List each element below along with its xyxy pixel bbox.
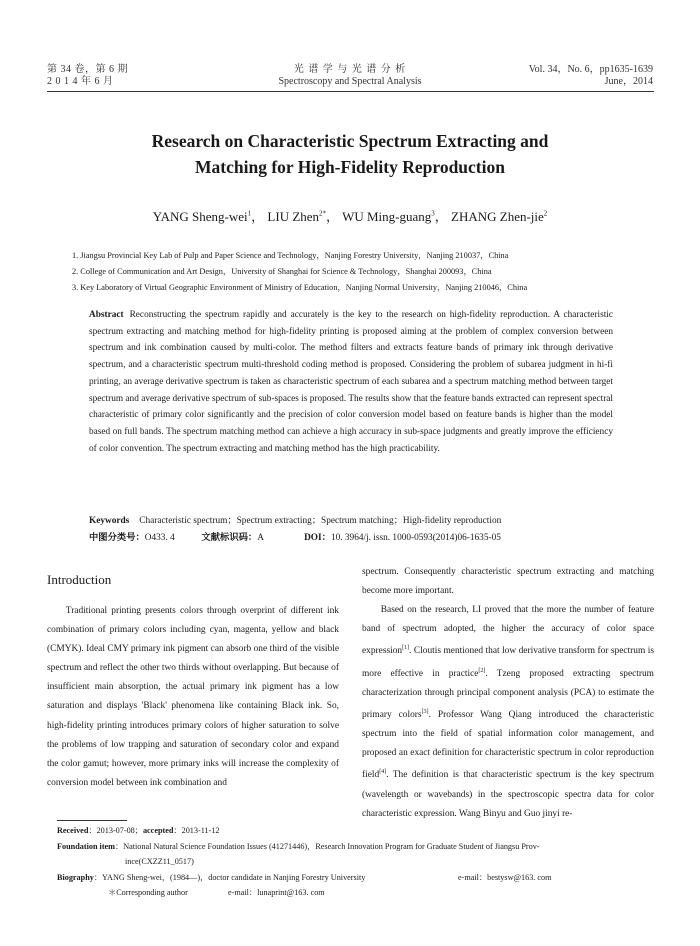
document-code-label: 文献标识码： (201, 533, 258, 543)
author-affiliation-mark: 3 (431, 209, 435, 218)
received-label: Received (57, 826, 89, 835)
issue-line: 第 34 卷，第 6 期 (47, 64, 128, 75)
title-line-1: Research on Characteristic Spectrum Extracting and (151, 131, 549, 151)
paragraph (362, 601, 654, 824)
author-affiliation-mark: 2 (543, 209, 548, 218)
title-line-2: Matching for High-Fidelity Reproduction (195, 157, 505, 177)
foundation-label: Foundation item (57, 842, 116, 851)
corresponding-author: ＊Corresponding author (108, 888, 188, 897)
author-name: ZHANG Zhen-jie (451, 209, 544, 224)
citation-link[interactable]: [1] (402, 645, 410, 652)
received-value: ：2013-07-08； (88, 826, 143, 835)
citation-link[interactable]: [4] (379, 769, 387, 776)
paragraph-text: . Tzeng proposed extracting spectrum characterization through principal component analysis (PCA) to estimate the primary colors (362, 668, 654, 721)
biography-label: Biography (57, 873, 94, 882)
paragraph-text: . Professor Wang Qiang introduced the characteristic spectrum into the field of spatial information color management, and proposed an exact definition for characteristic spectrum in color reproduction field (362, 710, 655, 781)
right-column (362, 563, 654, 824)
paragraph: Traditional printing presents colors through overprint of different ink combination of primary colors including cyan, magenta, yellow and black (CMYK). Ideal CMY primary ink pigment can absorb one third of the visible spectrum and reflect the other two thirds without overlapping. But because of insufficient main absorption, the actual primary ink pigment has a low saturation and displays 'Black' phenomena like containing Black ink. So, high-fidelity printing introduces primary colors of higher saturation to solve the problems of low trapping and saturation of secondary color and expand the color gamut; however, more primary inks will increase the complexity of conversion model between ink combination and (47, 606, 339, 788)
journal-issue-english (529, 64, 653, 88)
abstract (89, 307, 613, 457)
foundation-text: ：National Natural Science Foundation Issues (41271446)，Research Innovation Program for Graduate Student of Jiangsu Prov- (115, 842, 540, 851)
header-rule (47, 91, 654, 92)
journal-name-english: Spectroscopy and Spectral Analysis (278, 76, 422, 87)
keywords (89, 512, 613, 526)
author-list: YANG Sheng-wei$^1$， LIU Zhen$^{2*}$， WU Ming-guang$^3$， ZHANG Zhen-jie$^2$ (152, 209, 548, 224)
doi-value: 10. 3964/j. issn. 1000-0593(2014)06-1635-05 (330, 533, 501, 543)
accepted-value: ：2013-11-12 (173, 826, 220, 835)
classification-line (89, 529, 613, 543)
issue-date: June，2014 (604, 76, 653, 87)
doi-label: DOI： (304, 533, 331, 543)
foundation-item-continued: ince(CXZZ11_0517) (125, 857, 194, 866)
paper-title (70, 128, 630, 180)
affiliation: 2. College of Communication and Art Design，University of Shanghai for Science & Technology，Shanghai 200093，China (72, 267, 492, 276)
left-column (47, 602, 339, 793)
affiliation: 3. Key Laboratory of Virtual Geographic Environment of Ministry of Education，Nanjing Normal University，Nanjing 210046，China (72, 283, 528, 292)
journal-name-chinese: 光 谱 学 与 光 谱 分 析 (293, 64, 407, 75)
abstract-text: Reconstructing the spectrum rapidly and accurately is the key to the research on high-fidelity reproduction. A characteristic spectrum extracting and matching method for high-fidelity printing is proposed aiming at the problem of complex conversion between spectrum and ink combination caused by multi-color. The method filters and extracts feature bands of primary ink through derivative spectrum, and a characteristic spectrum multi-threshold coding method is proposed. Considering the problem of subarea judgment in hi-fi printing, an average derivative spectrum is taken as characteristic spectrum of each subarea and a spectrum matching method between target spectrum and average derivative spectrum of sub-spaces is proposed. The results show that the feature bands extracted can represent spectral characteristic of primary color significantly and the precision of color conversion model based on feature bands is higher than the model based on full bands. The spectrum matching method can achieve a high accuracy in sub-space judgments and greatly improve the efficiency of color convention. The spectrum extracting and matching method has the high practicability. (89, 310, 613, 454)
affiliation: 1. Jiangsu Provincial Key Lab of Pulp and Paper Science and Technology，Nanjing Forestry University，Nanjing 210037，China (72, 251, 509, 260)
author-name: LIU Zhen (267, 209, 320, 224)
received-dates (57, 823, 220, 838)
biography (57, 870, 365, 885)
abstract-label: Abstract (89, 310, 124, 320)
footnote-rule (57, 820, 127, 821)
paragraph-text: . The definition is that characteristic spectrum is the key spectrum (wavelength or wavebands) in the spectroscopic spectra data for color characteristic expression. Wang Binyu and Guo jinyi re- (362, 770, 654, 819)
paragraph-text: . Cloutis mentioned that low derivative transform for spectrum is more effective in practice (362, 646, 654, 679)
date-line: 2 0 1 4 年 6 月 (47, 76, 114, 87)
biography-email: e-mail：bestysw@163. com (458, 873, 552, 882)
paragraph-text: Based on the research, LI proved that the more the number of feature band of spectrum adopted, the higher the accuracy of color space expression (362, 605, 654, 657)
section-title: Introduction (47, 572, 112, 587)
citation-link[interactable]: [3] (421, 708, 429, 715)
author-name: WU Ming-guang (342, 209, 432, 224)
biography-text: ：YANG Sheng-wei，(1984—)，doctor candidate in Nanjing Forestry University (93, 873, 366, 882)
author-affiliation-mark: 1 (247, 209, 252, 218)
journal-name (200, 64, 500, 88)
accepted-label: accepted (142, 826, 174, 835)
clc-value: O433. 4 (144, 533, 175, 543)
author-affiliation-mark: 2* (319, 209, 327, 218)
clc-label: 中图分类号： (89, 533, 145, 543)
foundation-item (57, 839, 540, 854)
volume-pages: Vol. 34，No. 6，pp1635-1639 (528, 64, 653, 75)
citation-link[interactable]: [2] (478, 667, 486, 674)
journal-issue-chinese (47, 64, 128, 88)
paragraph: spectrum. Consequently characteristic spectrum extracting and matching become more important. (362, 567, 654, 597)
document-code-value: A (257, 533, 264, 543)
keywords-label: Keywords (89, 516, 130, 526)
keywords-text: Characteristic spectrum；Spectrum extracting；Spectrum matching；High-fidelity reproduction (139, 516, 502, 526)
corresponding-email: e-mail：lunaprint@163. com (228, 888, 325, 897)
author-name: YANG Sheng-wei (152, 209, 248, 224)
